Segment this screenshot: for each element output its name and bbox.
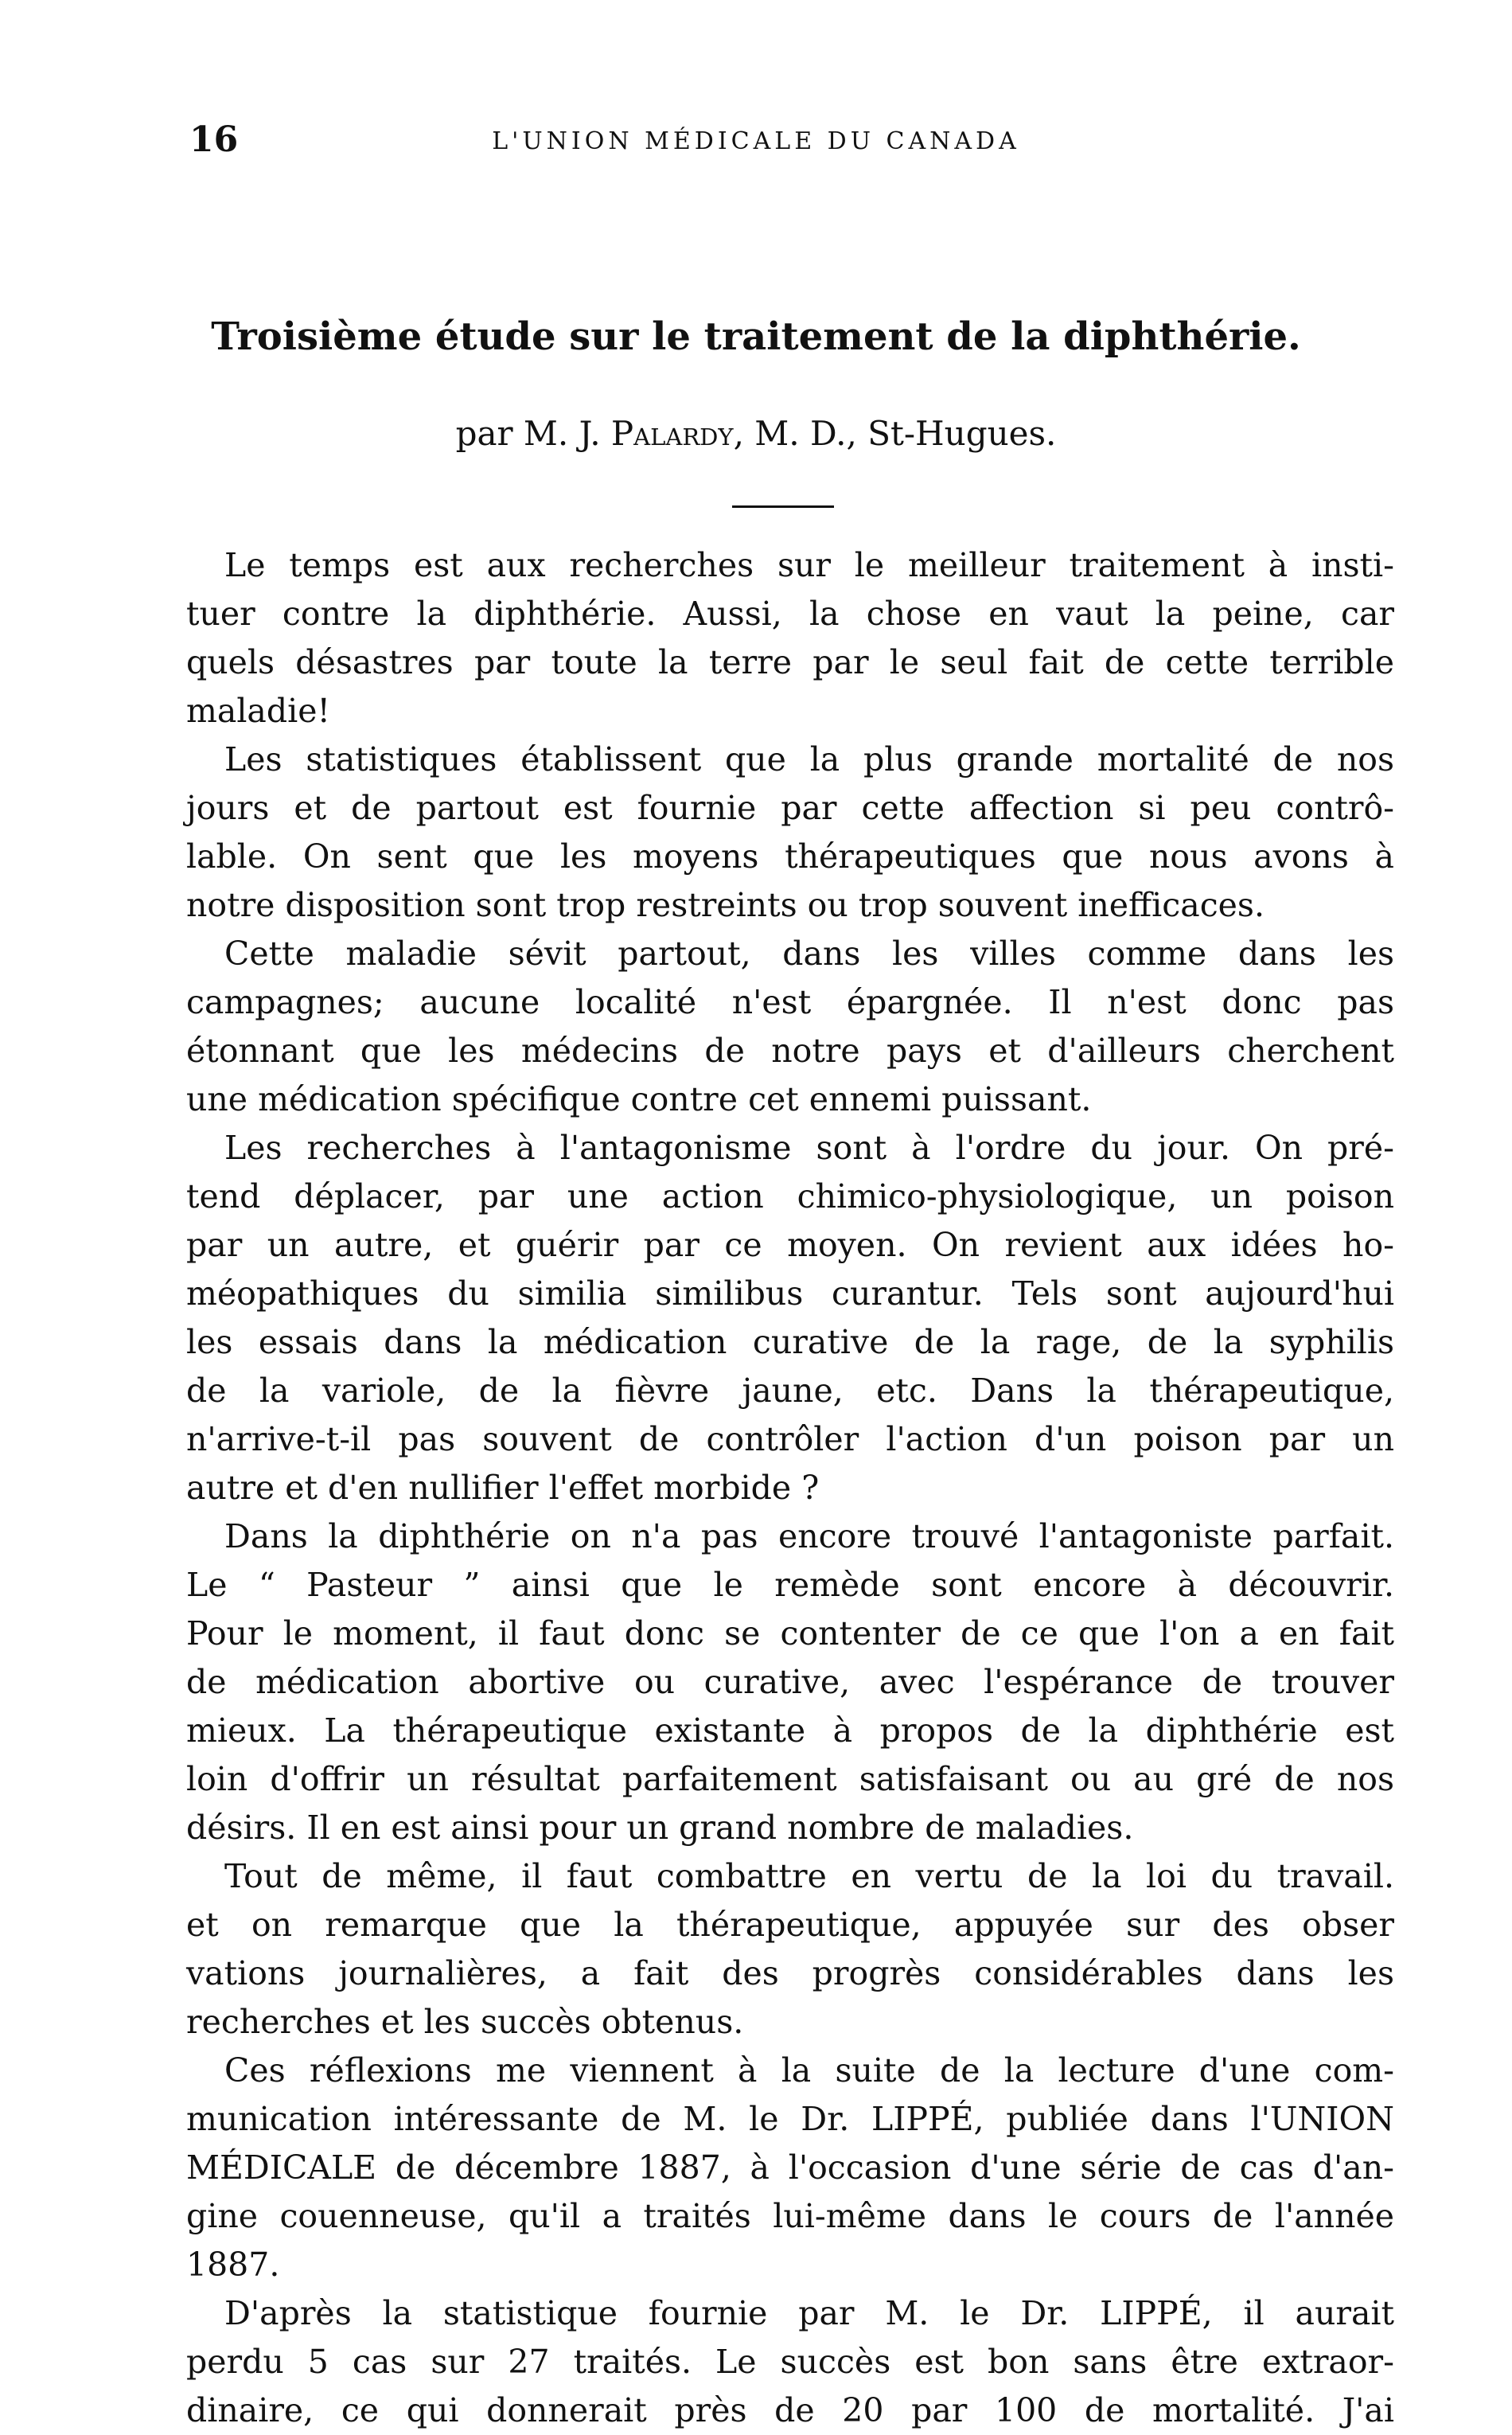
page-header [0, 119, 1512, 167]
byline-suffix: , M. D., St-Hugues. [733, 414, 1057, 453]
paragraph [186, 1512, 1394, 1852]
text-line: gine couenneuse, qu'il a traités lui-même dans le cours de l'année [186, 2197, 1394, 2235]
text-line: lable. On sent que les moyens thérapeutiques que nous avons à [186, 837, 1394, 876]
text-line: campagnes; aucune localité n'est épargnée. Il n'est donc pas [186, 983, 1394, 1021]
text-line: Tout de même, il faut combattre en vertu de la loi du travail. [224, 1857, 1394, 1895]
text-line: recherches et les succès obtenus. [186, 2003, 744, 2041]
text-line: Pour le moment, il faut donc se contenter de ce que l'on a en fait [186, 1614, 1394, 1653]
text-line: dinaire, ce qui donnerait près de 20 par 100 de mortalité. J'ai [186, 2391, 1394, 2429]
article-body [186, 541, 1394, 2435]
text-line: de la variole, de la fièvre jaune, etc. Dans la thérapeutique, [186, 1372, 1394, 1410]
text-line: autre et d'en nullifier l'effet morbide ? [186, 1469, 820, 1507]
paragraph [186, 736, 1394, 930]
text-line: une médication spécifique contre cet ennemi puissant. [186, 1080, 1092, 1118]
text-line: MÉDICALE de décembre 1887, à l'occasion d'une série de cas d'an- [186, 2148, 1394, 2187]
paragraph [186, 930, 1394, 1124]
text-line: jours et de partout est fournie par cette affection si peu contrô- [186, 789, 1394, 827]
title-divider [732, 505, 834, 508]
text-line: notre disposition sont trop restreints ou trop souvent inefficaces. [186, 886, 1265, 924]
article-title: Troisième étude sur le traitement de la diphthérie. [211, 314, 1301, 359]
text-line: Le “ Pasteur ” ainsi que le remède sont encore à découvrir. [186, 1566, 1394, 1604]
text-line: Cette maladie sévit partout, dans les villes comme dans les [224, 935, 1394, 973]
paragraph [186, 1124, 1394, 1512]
text-line: vations journalières, a fait des progrès considérables dans les [186, 1954, 1394, 1992]
text-line: les essais dans la médication curative de la rage, de la syphilis [186, 1323, 1394, 1361]
text-line: par un autre, et guérir par ce moyen. On revient aux idées ho- [186, 1226, 1394, 1264]
text-line: Le temps est aux recherches sur le meilleur traitement à insti- [224, 546, 1394, 584]
text-line: perdu 5 cas sur 27 traités. Le succès est bon sans être extraor- [186, 2343, 1394, 2381]
page-number: 16 [189, 119, 239, 160]
text-line: étonnant que les médecins de notre pays et d'ailleurs cherchent [186, 1032, 1394, 1070]
text-line: et on remarque que la thérapeutique, appuyée sur des obser [186, 1906, 1394, 1944]
paragraph [186, 1852, 1394, 2047]
paragraph [186, 2047, 1394, 2289]
text-line: désirs. Il en est ainsi pour un grand nombre de maladies. [186, 1809, 1134, 1847]
text-line: Les statistiques établissent que la plus grande mortalité de nos [224, 740, 1394, 778]
running-head: L'UNION MÉDICALE DU CANADA [492, 127, 1020, 155]
paragraph [186, 2289, 1394, 2435]
text-line: quels désastres par toute la terre par le seul fait de cette terrible [186, 643, 1394, 681]
paragraph [186, 541, 1394, 736]
text-line: Ces réflexions me viennent à la suite de la lecture d'une com- [224, 2051, 1394, 2090]
text-line: loin d'offrir un résultat parfaitement satisfaisant ou au gré de nos [186, 1760, 1394, 1798]
text-line: maladie! [186, 692, 330, 730]
text-line: méopathiques du similia similibus curantur. Tels sont aujourd'hui [186, 1274, 1394, 1313]
text-line: munication intéressante de M. le Dr. LIPPÉ, publiée dans l'UNION [186, 2100, 1394, 2138]
text-line: tend déplacer, par une action chimico-physiologique, un poison [186, 1177, 1394, 1216]
text-line: D'après la statistique fournie par M. le Dr. LIPPÉ, il aurait [224, 2294, 1394, 2332]
author-name: Palardy [610, 414, 734, 453]
byline-prefix: par M. J. [455, 414, 611, 453]
text-line: tuer contre la diphthérie. Aussi, la chose en vaut la peine, car [186, 595, 1394, 633]
text-line: n'arrive-t-il pas souvent de contrôler l'action d'un poison par un [186, 1420, 1394, 1458]
text-line: Les recherches à l'antagonisme sont à l'ordre du jour. On pré- [224, 1129, 1394, 1167]
article-byline [0, 414, 1512, 453]
text-line: de médication abortive ou curative, avec l'espérance de trouver [186, 1663, 1394, 1701]
text-line: Dans la diphthérie on n'a pas encore trouvé l'antagoniste parfait. [224, 1517, 1394, 1555]
text-line: 1887. [186, 2246, 280, 2284]
text-line: mieux. La thérapeutique existante à propos de la diphthérie est [186, 1711, 1394, 1750]
